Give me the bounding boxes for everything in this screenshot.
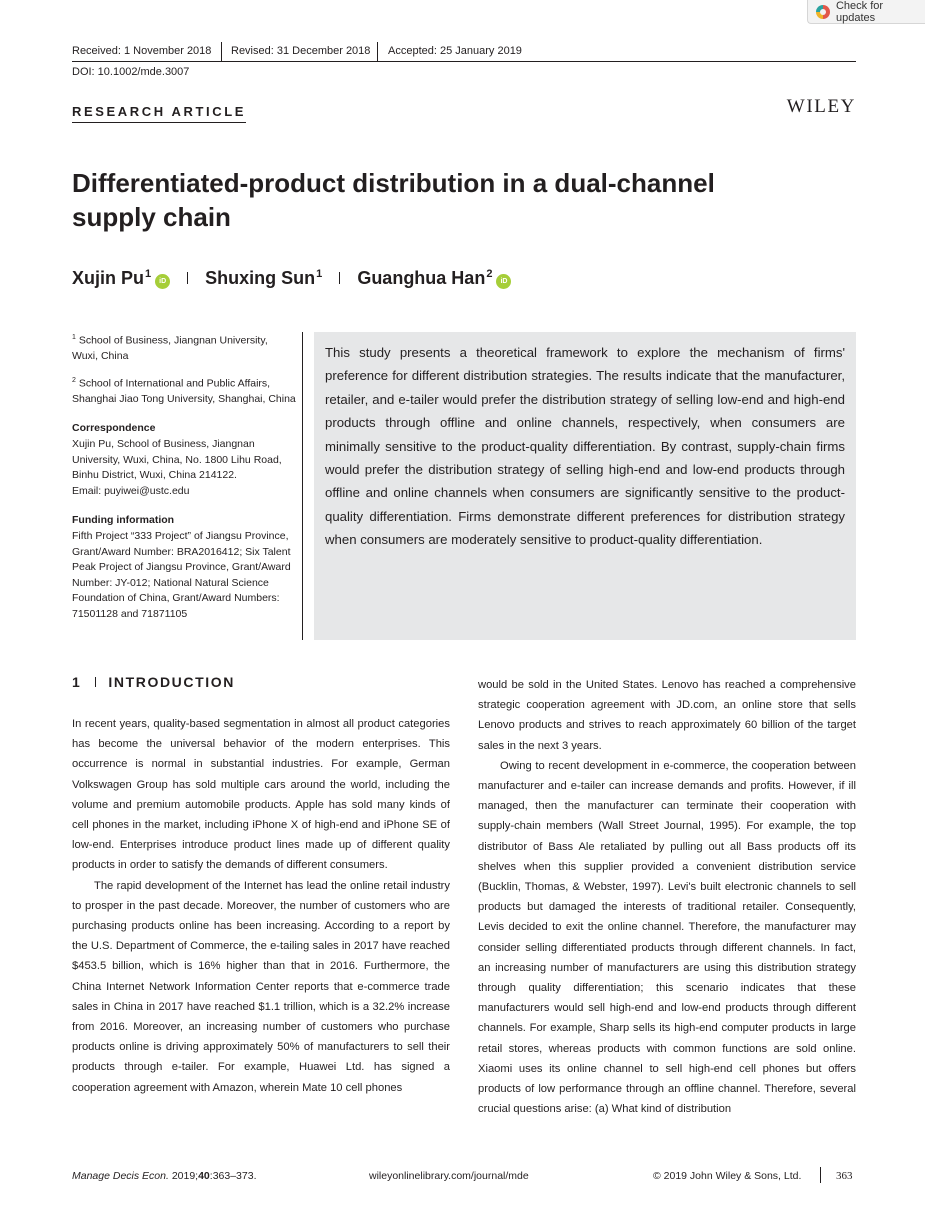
date-separator — [377, 42, 378, 62]
author-name[interactable]: Xujin Pu — [72, 268, 144, 288]
body-column-right — [478, 675, 856, 1119]
correspondence-text: Xujin Pu, School of Business, Jiangnan University, Wuxi, China, No. 1800 Lihu Road, Binhu District, Wuxi, China 214122. — [72, 437, 282, 482]
publisher-logo: WILEY — [786, 96, 856, 117]
footer-citation: Manage Decis Econ. 2019;40:363–373. — [72, 1170, 257, 1182]
article-info-column — [72, 330, 296, 623]
check-for-updates-button[interactable] — [807, 0, 925, 24]
revised-date: Revised: 31 December 2018 — [231, 45, 371, 57]
header-rule — [72, 61, 856, 62]
date-separator — [221, 42, 222, 62]
author-affiliation-mark: 1 — [145, 268, 152, 280]
body-paragraph: The rapid development of the Internet has lead the online retail industry to prosper in the past decade. Moreover, the number of customers who are purchasing products online has been increasing. According to a report by the U.S. Department of Commerce, the e-tailing sales in 2017 have reached $453.5 billion, which is 16% higher than that in 2016. Furthermore, the China Internet Network Information Center reports that e-commerce trade sales in China in 2017 have reached $1.1 trillion, which is a 32.2% increase from 2016. Moreover, an increasing number of customers who purchase products online is driving approximately 50% of manufacturers to sell their products through e-tailer. For example, Huawei Ltd. has signed a cooperation agreement with Amazon, wherein Mate 10 cell phones — [72, 879, 450, 1094]
doi[interactable]: DOI: 10.1002/mde.3007 — [72, 66, 190, 78]
funding-text: Fifth Project “333 Project” of Jiangsu Province, Grant/Award Number: BRA2016412; Six Talent Peak Project of Jiangsu Province, Grant/Award Number: JY-012; National Natural Science Foundation of China, Grant/Award Numbers: 71501128 and 71871105 — [72, 529, 291, 620]
article-title: Differentiated-product distribution in a dual-channel supply chain — [72, 168, 715, 232]
section-title: INTRODUCTION — [108, 674, 235, 690]
column-divider — [302, 332, 303, 640]
section-heading — [72, 674, 235, 690]
author-affiliation-mark: 2 — [486, 268, 493, 280]
crossmark-icon — [816, 5, 830, 19]
affiliation: $^1$ School of Business, Jiangnan University, Wuxi, China — [72, 334, 268, 363]
correspondence-label: Correspondence — [72, 422, 156, 435]
section-number: 1 — [72, 674, 82, 690]
body-paragraph: Owing to recent development in e-commerce, the cooperation between manufacturer and e-tailer can increase demands and profits. However, if ill managed, then the manufacturer can terminate their cooperation with supply-chain members (Wall Street Journal, 1995). For example, the top distributor of Bass Ale retaliated by pulling out all Bass products off its shelves when this supplier provided a convenient distribution service (Bucklin, Thomas, & Webster, 1997). Levi's built electronic channels to sell products but damaged the interests of traditional retailer. Consequently, Levis decided to exit the online channel. Therefore, the manufacturer may consider selling differentiated products through different channels. In fact, an increasing number of manufacturers are using this distribution strategy through quality differentiation; this scenario indicates that these manufacturers would sell high-end and low-end products through different channels. For example, Sharp sells its high-end computer products in large retail stores, whereas products with common functions are sold online. Xiaomi uses its online channel to sell high-end cell phones but offers products of low performance through an offline channel. Therefore, several crucial questions arise: (a) What kind of distribution — [478, 759, 856, 1116]
accepted-date: Accepted: 25 January 2019 — [388, 45, 522, 57]
page-number: 363 — [836, 1170, 853, 1182]
footer-journal-name: Manage Decis Econ. — [72, 1170, 169, 1182]
article-type: RESEARCH ARTICLE — [72, 104, 246, 123]
footer-copyright: © 2019 John Wiley & Sons, Ltd. — [653, 1170, 802, 1182]
author-name[interactable]: Guanghua Han — [357, 268, 486, 288]
body-paragraph: would be sold in the United States. Lenovo has reached a comprehensive strategic cooperation agreement with JD.com, an online store that sells Lenovo products and strives to reach approximately 60 billion of the target sales in the next 3 years. — [478, 679, 856, 752]
body-paragraph: In recent years, quality-based segmentation in almost all product categories has become the universal behavior of the modern enterprises. This occurrence is normal in substantial industries. For example, German Volkswagen Group has sold multiple cars around the world, including the volume and premium automobile products. Apple has sold many kinds of cell phones in the market, including iPhone X of high-end and iPhone SE of low-end. Enterprises introduce product lines made up of different quality products in order to satisfy the demands of different consumers. — [72, 718, 450, 872]
footer-rule — [820, 1167, 821, 1183]
author-affiliation-mark: 1 — [316, 268, 323, 280]
abstract-box — [314, 332, 856, 640]
received-date: Received: 1 November 2018 — [72, 45, 212, 57]
spacer — [72, 365, 296, 373]
orcid-icon[interactable]: iD — [155, 274, 170, 289]
author-name[interactable]: Shuxing Sun — [205, 268, 316, 288]
author-separator — [187, 272, 188, 284]
orcid-icon[interactable]: iD — [496, 274, 511, 289]
spacer — [72, 499, 296, 513]
correspondence-email[interactable]: Email: puyiwei@ustc.edu — [72, 484, 190, 497]
funding-label: Funding information — [72, 514, 175, 527]
body-column-left — [72, 714, 450, 1098]
section-separator — [95, 677, 96, 687]
author-separator — [339, 272, 340, 284]
spacer — [72, 407, 296, 421]
affiliation: $^2$ School of International and Public Affairs, Shanghai Jiao Tong University, Shanghai, China — [72, 376, 296, 405]
author-list — [72, 268, 511, 289]
check-for-updates-label: Check for updates — [835, 0, 884, 24]
footer-journal-url[interactable]: wileyonlinelibrary.com/journal/mde — [369, 1170, 529, 1182]
abstract-text: This study presents a theoretical framework to explore the mechanism of firms' preference for different distribution strategies. The results indicate that the manufacturer, retailer, and e-tailer would prefer the distribution strategy of selling low-end and high-end products through offline and online channels, respectively, when consumers are minimally sensitive to the product-quality differentiation. By contrast, supply-chain firms would prefer the distribution strategy of selling high-end and low-end products through offline and online channels when consumers are significantly sensitive to the product-quality differentiation. Firms demonstrate different preferences for distribution strategy when consumers are moderately sensitive to product-quality differentiation. — [325, 345, 845, 548]
